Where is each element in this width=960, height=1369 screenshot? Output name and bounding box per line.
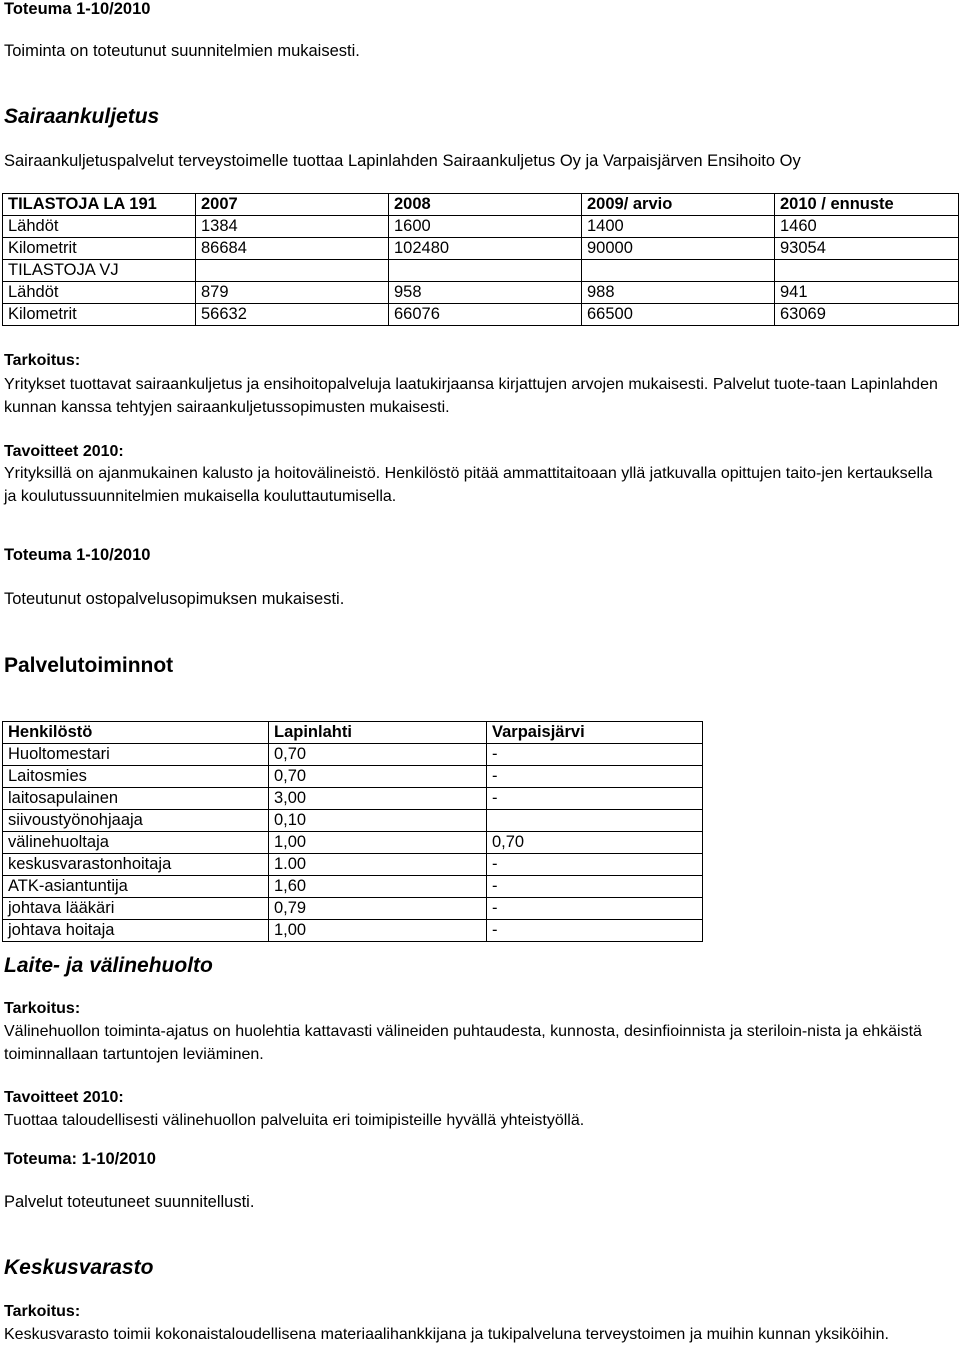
statistics-table: [2, 193, 959, 326]
table-header-row: [3, 194, 959, 216]
table-header-cell: TILASTOJA LA 191: [3, 194, 196, 216]
table-cell: 56632: [196, 304, 389, 326]
table-cell: 3,00: [269, 788, 487, 810]
table-cell: 93054: [775, 238, 959, 260]
table-cell: [775, 260, 959, 282]
toteuma-heading-top: Toteuma 1-10/2010: [4, 0, 151, 18]
table-cell: -: [487, 744, 703, 766]
table-cell: 0,70: [269, 766, 487, 788]
section-title-laite: Laite- ja välinehuolto: [4, 954, 213, 977]
table-row: [3, 744, 703, 766]
table-cell: 1,00: [269, 832, 487, 854]
table-cell: [582, 260, 775, 282]
table-cell: siivoustyönohjaaja: [3, 810, 269, 832]
table-cell: 0,70: [269, 744, 487, 766]
tavoitteet-text: Yrityksillä on ajanmukainen kalusto ja hoitovälineistö. Henkilöstö pitää ammattitaitoaan yllä jatkuvalla opittujen taito-jen kertauksella ja koulutussuunnitelmien mukaisella kouluttautumisella.: [4, 465, 933, 505]
table-cell: 0,70: [487, 832, 703, 854]
table-cell: 1,00: [269, 920, 487, 942]
table-row: [3, 304, 959, 326]
table-cell: 0,10: [269, 810, 487, 832]
table-header-cell: Henkilöstö: [3, 722, 269, 744]
table-cell: 1600: [389, 216, 582, 238]
table-cell: -: [487, 788, 703, 810]
table-header-cell: 2007: [196, 194, 389, 216]
table-cell: ATK-asiantuntija: [3, 876, 269, 898]
staff-table: [2, 721, 703, 942]
table-header-cell: Varpaisjärvi: [487, 722, 703, 744]
table-row: [3, 766, 703, 788]
table-cell: 941: [775, 282, 959, 304]
table-header-cell: 2008: [389, 194, 582, 216]
table-cell: johtava lääkäri: [3, 898, 269, 920]
table-cell: 0,79: [269, 898, 487, 920]
table-cell: -: [487, 854, 703, 876]
table-cell: Kilometrit: [3, 304, 196, 326]
laite-tarkoitus-label: Tarkoitus:: [4, 1000, 81, 1017]
tarkoitus-text: Yritykset tuottavat sairaankuljetus ja ensihoitopalveluja laatukirjaansa kirjattujen arvojen mukaisesti. Palvelut tuote-taan Lapinlahden kunnan kanssa tehtyjen sairaankuljetussopimusten mukaisesti.: [4, 376, 938, 416]
tavoitteet-label: Tavoitteet 2010:: [4, 443, 124, 460]
table-cell: välinehuoltaja: [3, 832, 269, 854]
table-cell: 1400: [582, 216, 775, 238]
table-cell: 879: [196, 282, 389, 304]
table-cell: 86684: [196, 238, 389, 260]
table-cell: Kilometrit: [3, 238, 196, 260]
table-row: [3, 876, 703, 898]
keskusvarasto-tarkoitus-text: Keskusvarasto toimii kokonaistaloudellisena materiaalihankkijana ja tukipalveluna terveystoimen ja muihin kunnan yksiköihin.: [4, 1326, 889, 1343]
table-row: [3, 260, 959, 282]
table-cell: -: [487, 898, 703, 920]
table-cell: Laitosmies: [3, 766, 269, 788]
laite-toteuma-text: Palvelut toteutuneet suunnitellusti.: [4, 1193, 255, 1211]
table-cell: 1,60: [269, 876, 487, 898]
table-cell: keskusvarastonhoitaja: [3, 854, 269, 876]
table-cell: laitosapulainen: [3, 788, 269, 810]
table-cell: 63069: [775, 304, 959, 326]
table-cell: Lähdöt: [3, 216, 196, 238]
table-cell: 1.00: [269, 854, 487, 876]
section-title-sairaankuljetus: Sairaankuljetus: [4, 105, 160, 128]
table-cell: johtava hoitaja: [3, 920, 269, 942]
toteuma-text: Toteutunut ostopalvelusopimuksen mukaisesti.: [4, 590, 345, 608]
table-row: [3, 238, 959, 260]
table-row: [3, 898, 703, 920]
section-title-palvelutoiminnot: Palvelutoiminnot: [4, 654, 174, 677]
table-cell: -: [487, 766, 703, 788]
toteuma-text-top: Toiminta on toteutunut suunnitelmien mukaisesti.: [4, 42, 360, 60]
table-cell: [389, 260, 582, 282]
table-cell: TILASTOJA VJ: [3, 260, 196, 282]
table-cell: -: [487, 876, 703, 898]
table-row: [3, 216, 959, 238]
laite-tavoitteet-label: Tavoitteet 2010:: [4, 1089, 124, 1106]
tarkoitus-label: Tarkoitus:: [4, 352, 81, 369]
table-header-cell: Lapinlahti: [269, 722, 487, 744]
table-cell: 90000: [582, 238, 775, 260]
table-row: [3, 810, 703, 832]
table-row: [3, 920, 703, 942]
table-cell: Lähdöt: [3, 282, 196, 304]
table-cell: 1460: [775, 216, 959, 238]
section-title-keskusvarasto: Keskusvarasto: [4, 1256, 154, 1279]
table-header-row: [3, 722, 703, 744]
laite-tavoitteet-text: Tuottaa taloudellisesti välinehuollon palveluita eri toimipisteille hyvällä yhteistyöllä.: [4, 1112, 585, 1129]
table-cell: 66076: [389, 304, 582, 326]
table-row: [3, 832, 703, 854]
table-cell: -: [487, 920, 703, 942]
table-cell: [487, 810, 703, 832]
table-header-cell: 2009/ arvio: [582, 194, 775, 216]
sairaankuljetus-intro: Sairaankuljetuspalvelut terveystoimelle tuottaa Lapinlahden Sairaankuljetus Oy ja Varpaisjärven Ensihoito Oy: [4, 152, 801, 170]
table-row: [3, 854, 703, 876]
toteuma-label: Toteuma 1-10/2010: [4, 546, 151, 564]
table-row: [3, 282, 959, 304]
laite-toteuma-label: Toteuma: 1-10/2010: [4, 1150, 156, 1168]
table-cell: Huoltomestari: [3, 744, 269, 766]
table-cell: [196, 260, 389, 282]
laite-tarkoitus-text: Välinehuollon toiminta-ajatus on huolehtia kattavasti välineiden puhtaudesta, kunnosta, desinfioinnista ja steriloin-nista ja ehkäistä toiminnallaan tartuntojen leviäminen.: [4, 1023, 922, 1063]
table-cell: 958: [389, 282, 582, 304]
table-cell: 1384: [196, 216, 389, 238]
table-cell: 988: [582, 282, 775, 304]
table-row: [3, 788, 703, 810]
keskusvarasto-tarkoitus-label: Tarkoitus:: [4, 1303, 81, 1320]
table-cell: 66500: [582, 304, 775, 326]
table-cell: 102480: [389, 238, 582, 260]
table-header-cell: 2010 / ennuste: [775, 194, 959, 216]
